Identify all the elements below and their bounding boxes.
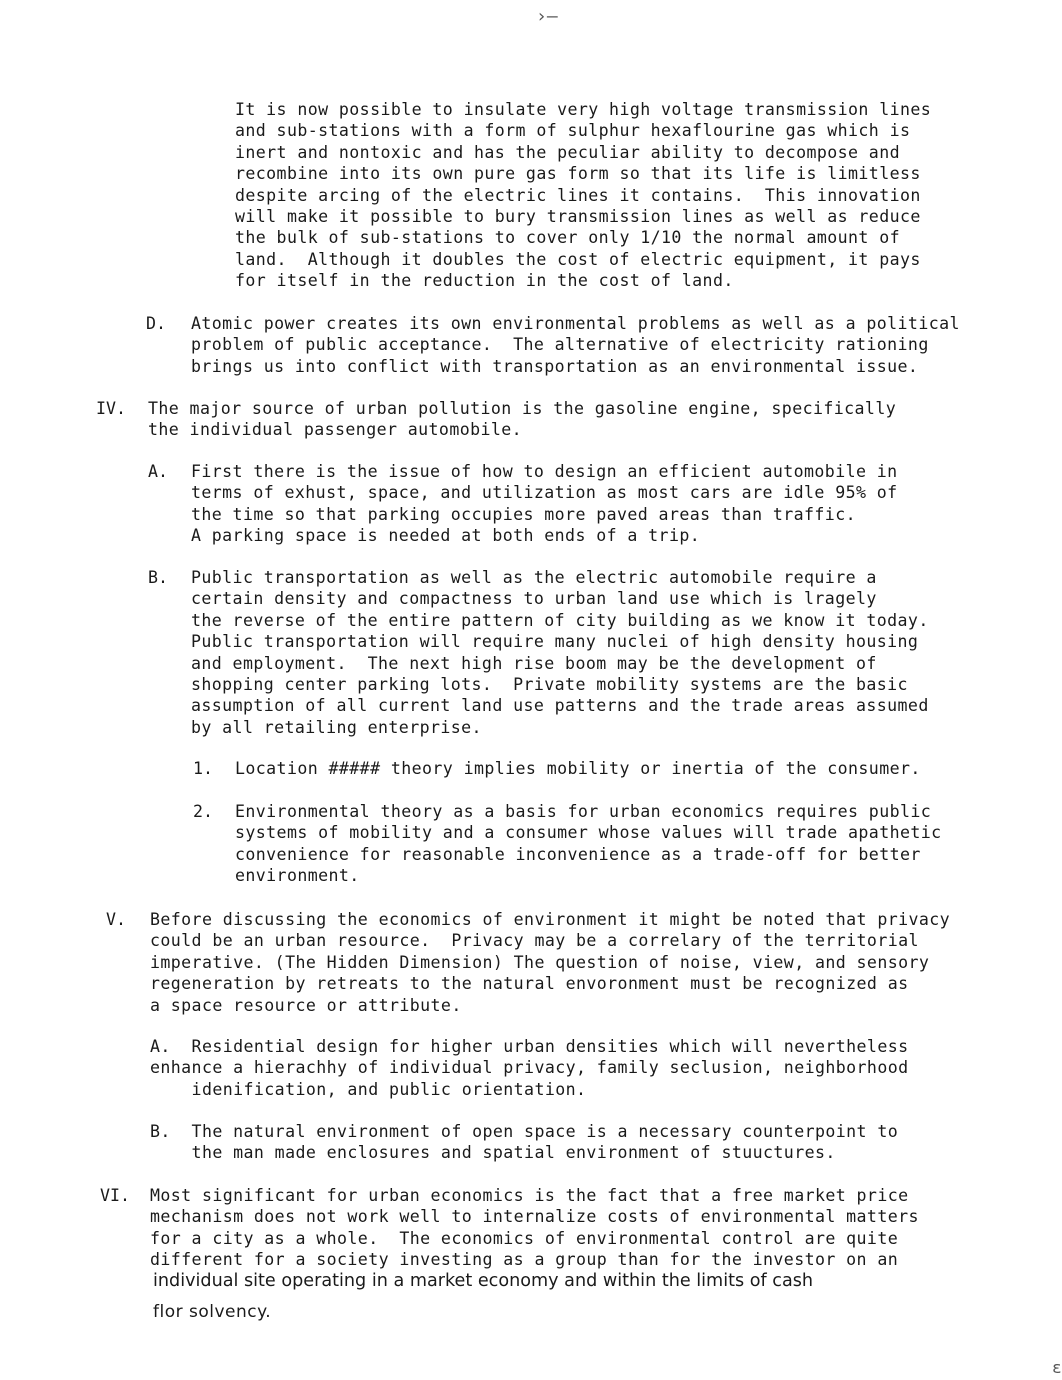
section-iv-text: The major source of urban pollution is the gasoline engine, specifically the individual passenger automobile. <box>148 399 897 440</box>
edge-page-mark: ε <box>1052 1358 1062 1377</box>
item-iv-b-text: Public transportation as well as the electric automobile require a certain density and compactness to urban land use which is lragely the reverse of the entire pattern of city building as we know it today. Public transportation will require many nuclei of high density housing and employment. The next high rise boom may be the development of shopping center parking lots. Private mobility systems are the basic assumption of all current land use patterns and the trade areas assumed by all retailing enterprise. <box>191 568 929 737</box>
item-iv-b-1-text: Location ##### theory implies mobility or inertia of the consumer. <box>235 759 921 778</box>
item-iv-a-text: First there is the issue of how to design an efficient automobile in terms of exhust, space, and utilization as most cars are idle 95% of the time so that parking occupies more paved areas than traffic. A parking space is needed at both ends of a trip. <box>191 462 898 546</box>
section-v-label: V. <box>106 910 126 929</box>
item-iv-a-label: A. <box>148 462 168 481</box>
section-vi-line-5: individual site operating in a market economy and within the limits of cash <box>153 1271 814 1291</box>
item-iv-b-2-label: 2. <box>193 802 213 821</box>
top-page-mark: ›— <box>536 6 558 27</box>
item-v-a-text: A. Residential design for higher urban densities which will nevertheless enhance a hierachhy of individual privacy, family seclusion, neighborhood idenification, and public orientation. <box>150 1037 909 1099</box>
item-iv-b-2-text: Environmental theory as a basis for urban economics requires public systems of mobility and a consumer whose values will trade apathetic convenience for reasonable inconvenience as a trade-off for better environment. <box>235 802 942 886</box>
section-vi-line-6: flor solvency. <box>153 1302 272 1322</box>
item-iv-b-1-label: 1. <box>193 759 213 778</box>
item-v-b-text: B. The natural environment of open space is a necessary counterpoint to the man made enclosures and spatial environment of stuuctures. <box>150 1122 899 1163</box>
item-d-text: Atomic power creates its own environmental problems as well as a political problem of public acceptance. The alternative of electricity rationing brings us into conflict with transportation as an environmental issue. <box>191 314 960 376</box>
item-d-label: D. <box>146 314 166 333</box>
section-iv-label: IV. <box>96 399 126 418</box>
section-vi-text: Most significant for urban economics is the fact that a free market price mechanism does not work well to internalize costs of environmental matters for a city as a whole. The economics of environmental control are quite different for a society investing as a group than for the investor on an <box>150 1186 919 1270</box>
intro-paragraph: It is now possible to insulate very high voltage transmission lines and sub-stations with a form of sulphur hexaflourine gas which is inert and nontoxic and has the peculiar ability to decompose and recombine into its own pure gas form so that its life is limitless despite arcing of the electric lines it contains. This innovation will make it possible to bury transmission lines as well as reduce the bulk of sub-stations to cover only 1/10 the normal amount of land. Although it doubles the cost of electric equipment, it pays for itself in the reduction in the cost of land. <box>235 100 932 291</box>
section-vi-label: VI. <box>100 1186 130 1205</box>
item-iv-b-label: B. <box>148 568 168 587</box>
section-v-text: Before discussing the economics of environment it might be noted that privacy could be an urban resource. Privacy may be a correlary of the territorial imperative. (The Hidden Dimension) The question of noise, view, and sensory regeneration by retreats to the natural envoronment must be recognized as a space resource or attribute. <box>150 910 951 1015</box>
